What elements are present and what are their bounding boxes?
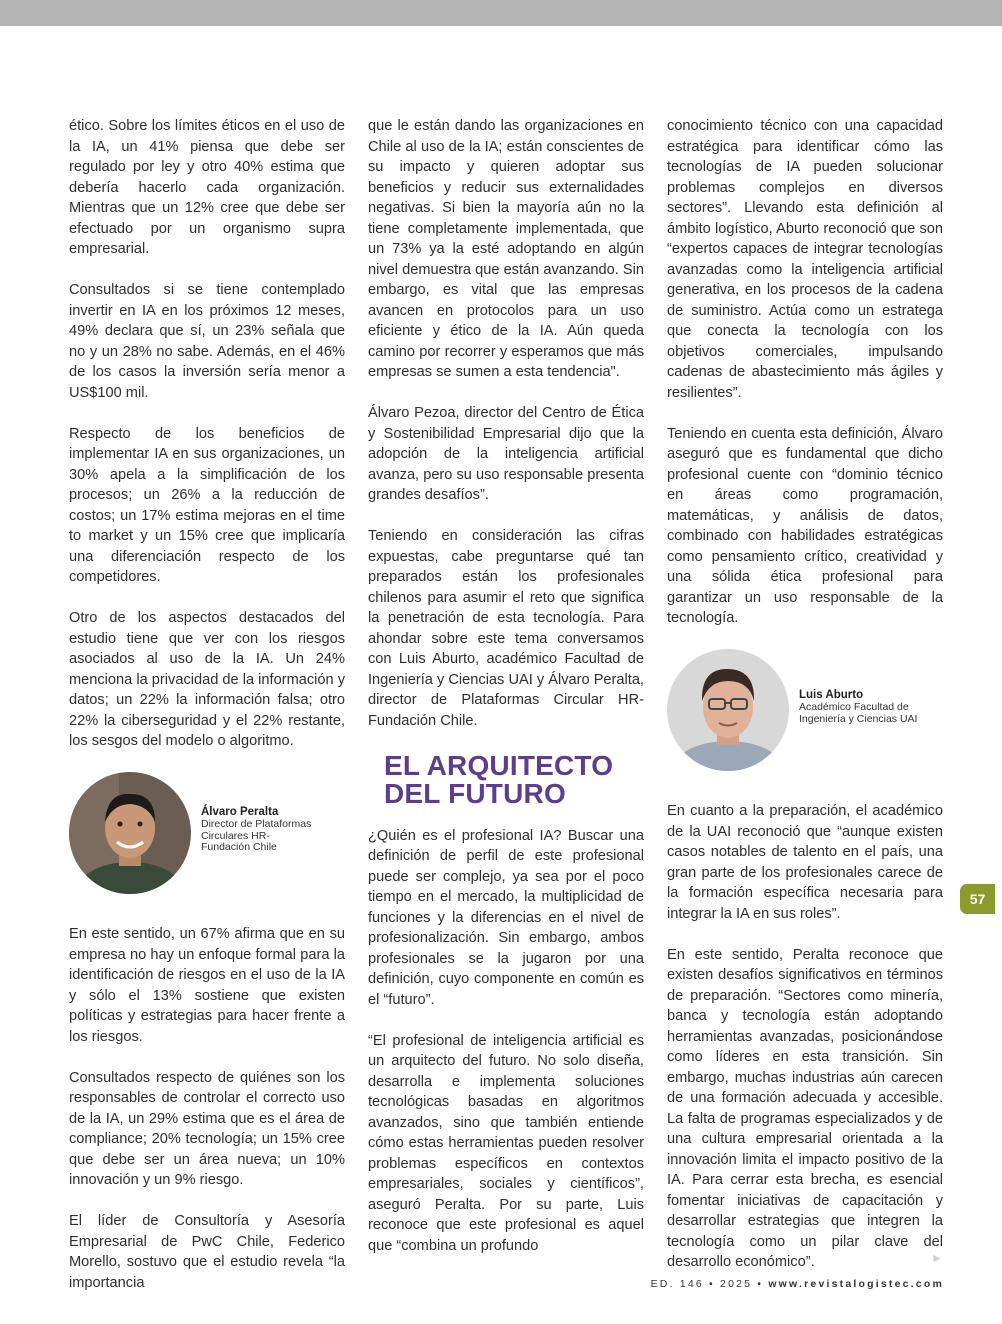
paragraph: Consultados si se tiene contemplado invertir en IA en los próximos 12 meses, 49% declara que sí, un 23% señala que no y un 28% no sabe. Además, en el 46% de los casos la inversión sería menor a US$100 mil. xyxy=(69,282,345,401)
paragraph: ético. Sobre los límites éticos en el uso de la IA, un 41% piensa que debe ser regulado por ley y otro 40% estima que debería hacerlo cada organización. Mientras que un 12% cree que debe ser efectuado por un organismo supra empresarial. xyxy=(69,118,345,257)
paragraph: “El profesional de inteligencia artificial es un arquitecto del futuro. No solo diseña, desarrolla e implementa soluciones tecnológicas basadas en algoritmos avanzados, sino que también entiende cómo estas herramientas pueden resolver problemas específicos en contextos empresariales, sociales y científicos”, aseguró Peralta. Por su parte, Luis reconoce que este profesional es aquel que “combina un profundo xyxy=(368,1032,644,1254)
portrait-photo xyxy=(667,649,789,771)
paragraph: El líder de Consultoría y Asesoría Empresarial de PwC Chile, Federico Morello, sostuvo que el estudio revela “la importancia xyxy=(69,1213,345,1291)
column-3 xyxy=(667,116,943,1293)
profile-alvaro-peralta xyxy=(69,772,345,894)
paragraph: En cuanto a la preparación, el académico de la UAI reconoció que “aunque existen casos notables de talento en el país, una gran parte de los profesionales carece de la formación específica necesaria para integrar la IA en sus roles”. xyxy=(667,803,943,922)
profile-name: Luis Aburto xyxy=(799,689,864,701)
paragraph: que le están dando las organizaciones en Chile al uso de la IA; están conscientes de su impacto y quieren adoptar sus beneficios y reducir sus externalidades negativas. Si bien la mayoría aún no la tiene completamente implementada, que un 73% ya la esté adoptando en algún nivel demuestra que están avanzando. Sin embargo, es vital que las empresas avancen en protocolos para un uso eficiente y ético de la IA. Aún queda camino por recorrer y esperamos que más empresas se sumen a esta tendencia". xyxy=(368,118,644,380)
portrait-photo xyxy=(69,772,191,894)
column-1 xyxy=(69,116,345,1314)
paragraph: Álvaro Pezoa, director del Centro de Ética y Sostenibilidad Empresarial dijo que la adopción de la inteligencia artificial avanza, pero su uso responsable presenta grandes desafíos”. xyxy=(368,405,644,503)
paragraph: conocimiento técnico con una capacidad estratégica para identificar cómo las tecnologías de IA pueden solucionar problemas complejos en diversos sectores”. Llevando esta definición al ámbito logístico, Aburto reconoció que son “expertos capaces de integrar tecnologías avanzadas como la inteligencia artificial generativa, en los procesos de la cadena de suministro. Actúa como un estratega que conecta la tecnología con los objetivos comerciales, impulsando cadenas de abastecimiento más ágiles y resilientes”. xyxy=(667,118,943,401)
paragraph: Respecto de los beneficios de implementar IA en sus organizaciones, un 30% apela a la simplificación de los procesos; un 26% a la reducción de costos; un 17% estima mejoras en el time to market y un 15% cree que implicaría una diferenciación respecto de los competidores. xyxy=(69,425,345,585)
section-heading: EL ARQUITECTO DEL FUTURO xyxy=(384,749,614,809)
paragraph: En este sentido, Peralta reconoce que existen desafíos significativos en términos de preparación. “Sectores como minería, banca y tecnología están adoptando herramientas avanzadas, posicionándose como líderes en esta transición. Sin embargo, muchas industrias aún carecen de una formación adecuada y accesible. La falta de programas especializados y de una cultura empresarial orientada a la innovación limita el impacto positivo de la IA. Para cerrar esta brecha, es esencial fomentar iniciativas de capacitación y desarrollar estrategias que integren la tecnología como un pilar clave del desarrollo económico”. xyxy=(667,946,943,1270)
paragraph: Consultados respecto de quiénes son los responsables de controlar el correcto uso de la IA, un 29% estima que es el área de compliance; 20% tecnología; un 15% cree que debe ser un área nueva; un 10% innovación y un 9% riesgo. xyxy=(69,1069,345,1188)
paragraph: En este sentido, un 67% afirma que en su empresa no hay un enfoque formal para la identificación de riesgos en el uso de la IA y sólo el 13% sostiene que existen políticas y estrategias para hacer frente a los riesgos. xyxy=(69,926,345,1045)
profile-name: Álvaro Peralta xyxy=(201,806,279,819)
paragraph: Otro de los aspectos destacados del estudio tiene que ver con los riesgos asociados al uso de la IA. Un 24% menciona la privacidad de la información y datos; un 22% la información falsa; otro 22% la ciberseguridad y el 22% restante, los sesgos del modelo o algoritmo. xyxy=(69,610,345,749)
paragraph: Teniendo en consideración las cifras expuestas, cabe preguntarse qué tan preparados están los profesionales chilenos para asumir el reto que significa la penetración de esta tecnología. Para ahondar sobre este tema conversamos con Luis Aburto, académico Facultad de Ingeniería y Ciencias UAI y Álvaro Peralta, director de Plataformas Circular HR-Fundación Chile. xyxy=(368,528,644,729)
profile-role: Director de Plataformas Circulares HR- Fundación Chile xyxy=(201,818,312,854)
edition-info: ED. 146 • 2025 • xyxy=(650,1278,769,1290)
website-link[interactable]: www.revistalogistec.com xyxy=(768,1278,944,1290)
profile-luis-aburto xyxy=(667,649,943,771)
top-bar xyxy=(0,0,1002,26)
page-number-badge: 57 xyxy=(960,884,995,914)
profile-role: Académico Facultad de Ingeniería y Ciencias UAI xyxy=(799,701,918,725)
paragraph: Teniendo en cuenta esta definición, Álvaro aseguró que es fundamental que dicho profesional cuente con “dominio técnico en áreas como programación, matemáticas, y análisis de datos, combinado con habilidades estratégicas como pensamiento crítico, creatividad y una sólida ética profesional para garantizar un uso responsable de la tecnología. xyxy=(667,425,943,626)
paragraph: ¿Quién es el profesional IA? Buscar una definición de perfil de este profesional puede ser complejo, ya sea por el poco tiempo en el mercado, la multiplicidad de funciones y la diferencias en el nivel de profesionalización. Sin embargo, ambos profesionales se la jugaron por una definición, cuyo componente en común es el “futuro”. xyxy=(368,827,644,1008)
column-2 xyxy=(368,116,644,1277)
next-page-arrow-icon[interactable]: ► xyxy=(931,1251,943,1265)
footer xyxy=(651,1278,944,1290)
